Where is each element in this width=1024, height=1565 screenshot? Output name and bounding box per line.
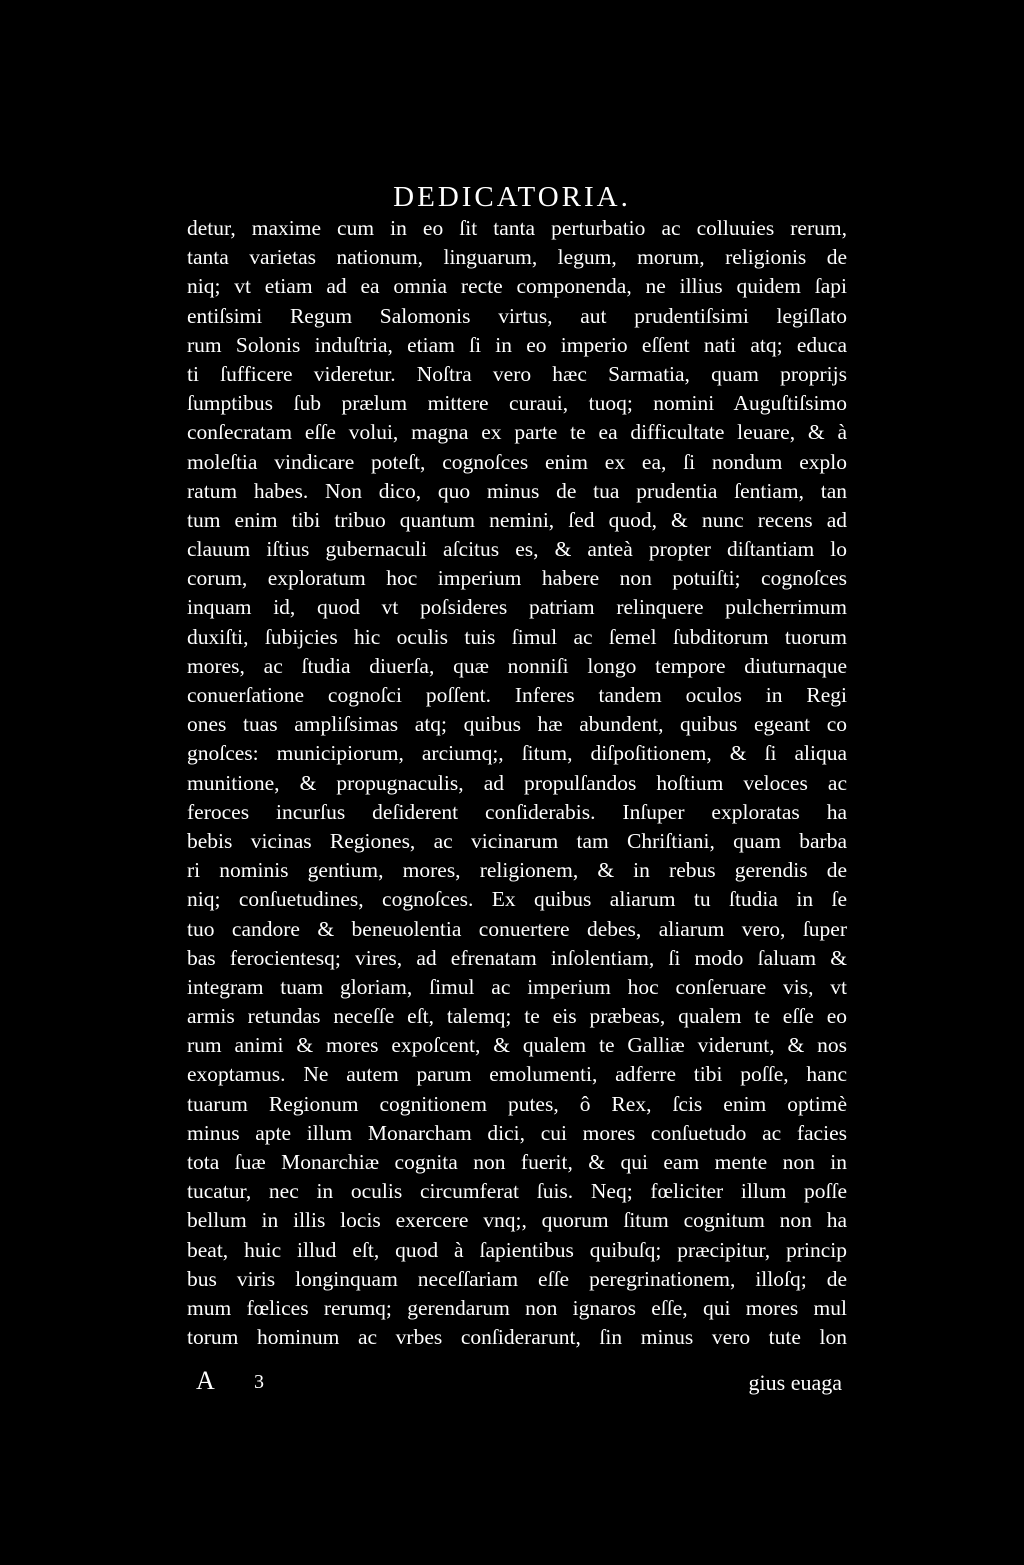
- body-text: [187, 214, 847, 1352]
- text-line: tuo candore & beneuolentia conuertere debes, aliarum vero, ſuper: [187, 916, 847, 941]
- text-line: bus viris longinquam neceſſariam eſſe peregrinationem, illoſq; de: [187, 1266, 847, 1291]
- text-line: munitione, & propugnaculis, ad propulſandos hoſtium veloces ac: [187, 770, 847, 795]
- text-line: integram tuam gloriam, ſimul ac imperium hoc conſeruare vis, vt: [187, 974, 847, 999]
- text-line: niq; vt etiam ad ea omnia recte componenda, ne illius quidem ſapi: [187, 274, 847, 299]
- text-line: gnoſces: municipiorum, arciumq;, ſitum, diſpoſitionem, & ſi aliqua: [187, 741, 847, 766]
- text-line: entiſsimi Regum Salomonis virtus, aut prudentiſsimi legiſlato: [187, 303, 847, 328]
- folio-number: 3: [254, 1371, 264, 1393]
- text-line: rum animi & mores expoſcent, & qualem te Galliæ viderunt, & nos: [187, 1033, 847, 1058]
- text-line: conuerſatione cognoſci poſſent. Inferes tandem oculos in Regi: [187, 683, 847, 707]
- catchword: gius euaga: [748, 1370, 842, 1395]
- text-line: conſecratam eſſe volui, magna ex parte te ea difficultate leuare, & à: [187, 420, 847, 445]
- text-line: beat, huic illud eſt, quod à ſapientibus quibuſq; præcipitur, princip: [187, 1237, 847, 1262]
- text-line: tum enim tibi tribuo quantum nemini, ſed quod, & nunc recens ad: [187, 507, 847, 532]
- text-line: feroces incurſus deſiderent conſiderabis. Inſuper exploratas ha: [187, 799, 847, 824]
- text-line: detur, maxime cum in eo ſit tanta perturbatio ac colluuies rerum,: [187, 216, 847, 240]
- text-line: duxiſti, ſubijcies hic oculis tuis ſimul ac ſemel ſubditorum tuorum: [187, 624, 847, 649]
- text-line: moleſtia vindicare poteſt, cognoſces enim ex ea, ſi nondum explo: [187, 449, 847, 474]
- text-line: tanta varietas nationum, linguarum, legum, morum, religionis de: [187, 245, 847, 270]
- text-line: ſumptibus ſub prælum mittere curaui, tuoq; nomini Auguſtiſsimo: [187, 391, 847, 416]
- text-line: rum Solonis induſtria, etiam ſi in eo imperio eſſent nati atq; educa: [187, 332, 847, 357]
- text-line: bebis vicinas Regiones, ac vicinarum tam Chriſtiani, quam barba: [187, 828, 847, 853]
- text-line: tuarum Regionum cognitionem putes, ô Rex, ſcis enim optimè: [187, 1091, 847, 1116]
- signature-mark: A: [196, 1366, 215, 1395]
- text-line: ratum habes. Non dico, quo minus de tua prudentia ſentiam, tan: [187, 478, 847, 503]
- text-line: tucatur, nec in oculis circumferat ſuis. Neq; fœliciter illum poſſe: [187, 1179, 847, 1204]
- text-line: ri nominis gentium, mores, religionem, & in rebus gerendis de: [187, 858, 847, 883]
- text-line: mum fœlices rerumq; gerendarum non ignaros eſſe, qui mores mul: [187, 1295, 847, 1320]
- text-line: ti ſufficere videretur. Noſtra vero hæc Sarmatia, quam proprijs: [187, 361, 847, 386]
- running-head: DEDICATORIA.: [393, 181, 631, 213]
- text-line: clauum iſtius gubernaculi aſcitus es, & anteà propter diſtantiam lo: [187, 537, 847, 562]
- text-line: torum hominum ac vrbes conſiderarunt, ſin minus vero tute lon: [187, 1325, 847, 1350]
- text-line: mores, ac ſtudia diuerſa, quæ nonniſi longo tempore diuturnaque: [187, 653, 847, 678]
- text-line: niq; conſuetudines, cognoſces. Ex quibus aliarum tu ſtudia in ſe: [187, 887, 847, 912]
- text-line: tota ſuæ Monarchiæ cognita non fuerit, & qui eam mente non in: [187, 1150, 847, 1174]
- text-line: bas ferocientesq; vires, ad efrenatam inſolentiam, ſi modo ſaluam &: [187, 945, 847, 970]
- text-line: ones tuas ampliſsimas atq; quibus hæ abundent, quibus egeant co: [187, 712, 847, 737]
- text-line: inquam id, quod vt poſsideres patriam relinquere pulcherrimum: [187, 595, 847, 620]
- text-line: corum, exploratum hoc imperium habere non potuiſti; cognoſces: [187, 566, 847, 591]
- text-line: bellum in illis locis exercere vnq;, quorum ſitum cognitum non ha: [187, 1208, 847, 1233]
- text-line: armis retundas neceſſe eſt, talemq; te eis præbeas, qualem te eſſe eo: [187, 1004, 847, 1029]
- text-line: minus apte illum Monarcham dici, cui mores conſuetudo ac facies: [187, 1120, 847, 1145]
- text-line: exoptamus. Ne autem parum emolumenti, adferre tibi poſſe, hanc: [187, 1062, 847, 1087]
